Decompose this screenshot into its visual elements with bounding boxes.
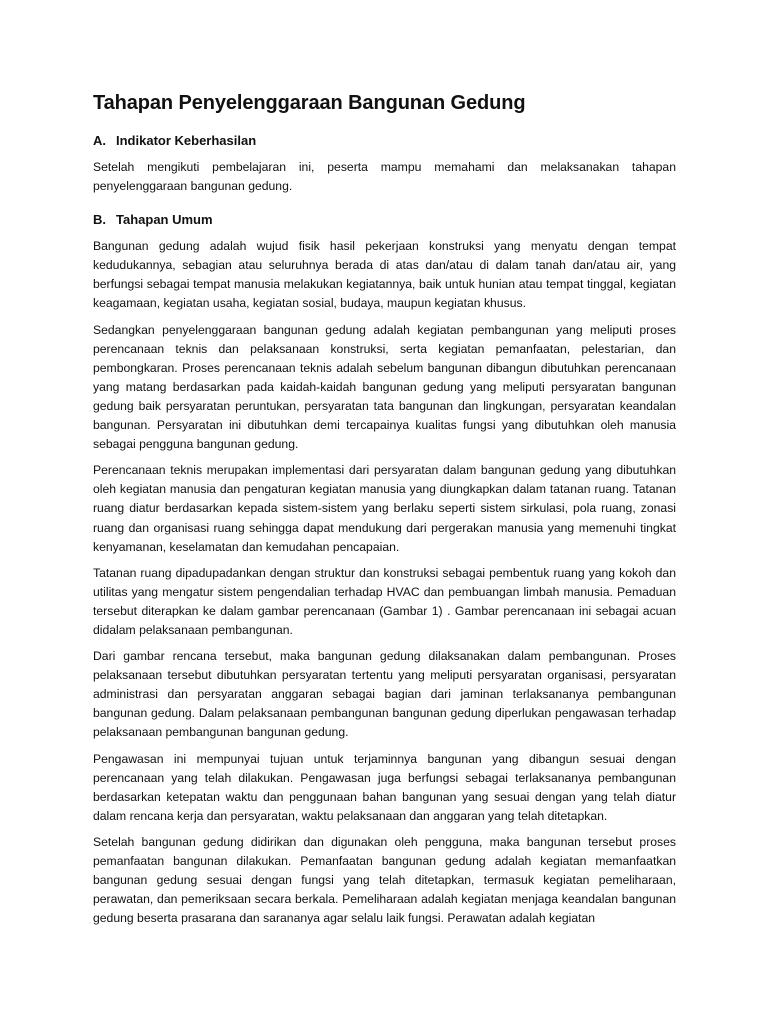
paragraph: Setelah bangunan gedung didirikan dan digunakan oleh pengguna, maka bangunan tersebut proses pemanfaatan bangunan dilakukan. Pemanfaatan bangunan gedung adalah kegiatan memanfaatkan bangunan gedung sesuai dengan fungsi yang telah ditetapkan, termasuk kegiatan pemeliharaan, perawatan, dan pemeriksaan secara berkala. Pemeliharaan adalah kegiatan menjaga keandalan bangunan gedung beserta prasarana dan sarananya agar selalu laik fungsi. Perawatan adalah kegiatan — [93, 834, 676, 926]
section-number: B. — [93, 212, 106, 228]
section-title: Indikator Keberhasilan — [116, 133, 257, 148]
section-heading-b — [93, 211, 676, 229]
section-heading-a — [93, 132, 676, 150]
document-page — [93, 90, 676, 935]
paragraph: Tatanan ruang dipadupadankan dengan struktur dan konstruksi sebagai pembentuk ruang yang kokoh dan utilitas yang mengatur sistem pengendalian terhadap HVAC dan pembuangan limbah manusia. Pemaduan tersebut diterapkan ke dalam gambar perencanaan (Gambar 1) . Gambar perencanaan ini sebagai acuan didalam pelaksanaan pembangunan. — [93, 565, 676, 637]
paragraph: Bangunan gedung adalah wujud fisik hasil pekerjaan konstruksi yang menyatu dengan tempat kedudukannya, sebagian atau seluruhnya berada di atas dan/atau di dalam tanah dan/atau air, yang berfungsi sebagai tempat manusia melakukan kegiatannya, baik untuk hunian atau tempat tinggal, kegiatan keagamaan, kegiatan usaha, kegiatan sosial, budaya, maupun kegiatan khusus. — [93, 239, 676, 311]
paragraph: Setelah mengikuti pembelajaran ini, peserta mampu memahami dan melaksanakan tahapan penyelenggaraan bangunan gedung. — [93, 160, 676, 194]
paragraph: Sedangkan penyelenggaraan bangunan gedung adalah kegiatan pembangunan yang meliputi proses perencanaan teknis dan pelaksanaan konstruksi, serta kegiatan pemanfaatan, pelestarian, dan pembongkaran. Proses perencanaan teknis adalah sebelum bangunan dibangun dibutuhkan perencanaan yang matang berdasarkan pada kaidah-kaidah bangunan gedung yang meliputi persyaratan bangunan gedung baik persyaratan peruntukan, persyaratan tata bangunan dan lingkungan, persyaratan keandalan bangunan. Persyaratan ini dibutuhkan demi tercapainya kualitas fungsi yang dibutuhkan oleh manusia sebagai pengguna bangunan gedung. — [93, 322, 676, 452]
document-title: Tahapan Penyelenggaraan Bangunan Gedung — [93, 92, 526, 114]
paragraph: Dari gambar rencana tersebut, maka bangunan gedung dilaksanakan dalam pembangunan. Proses pelaksanaan tersebut dibutuhkan persyaratan tertentu yang meliputi persyaratan organisasi, persyaratan administrasi dan persyaratan anggaran sebagai bagian dari jaminan terlaksananya pembangunan bangunan gedung. Dalam pelaksanaan pembangunan bangunan gedung diperlukan pengawasan terhadap pelaksanaan pembangunan bangunan gedung. — [93, 649, 676, 740]
section-number: A. — [93, 133, 106, 148]
section-title: Tahapan Umum — [116, 212, 213, 228]
paragraph: Pengawasan ini mempunyai tujuan untuk terjaminnya bangunan yang dibangun sesuai dengan perencanaan yang telah dilakukan. Pengawasan juga berfungsi sebagai terlaksananya pembangunan berdasarkan ketepatan waktu dan penggunaan bahan bangunan yang sesuai dengan yang telah diatur dalam rencana kerja dan persyaratan, waktu pelaksanaan dan anggaran yang telah ditetapkan. — [93, 751, 676, 823]
paragraph: Perencanaan teknis merupakan implementasi dari persyaratan dalam bangunan gedung yang dibutuhkan oleh kegiatan manusia dan pengaturan kegiatan manusia yang diungkapkan dalam tatanan ruang. Tatanan ruang diatur berdasarkan kepada sistem-sistem yang berlaku seperti sistem sirkulasi, pola ruang, zonasi ruang dan organisasi ruang sehingga dapat mendukung dari pergerakan manusia yang memenuhi tingkat kenyamanan, keselamatan dan kemudahan pencapaian. — [93, 463, 676, 554]
